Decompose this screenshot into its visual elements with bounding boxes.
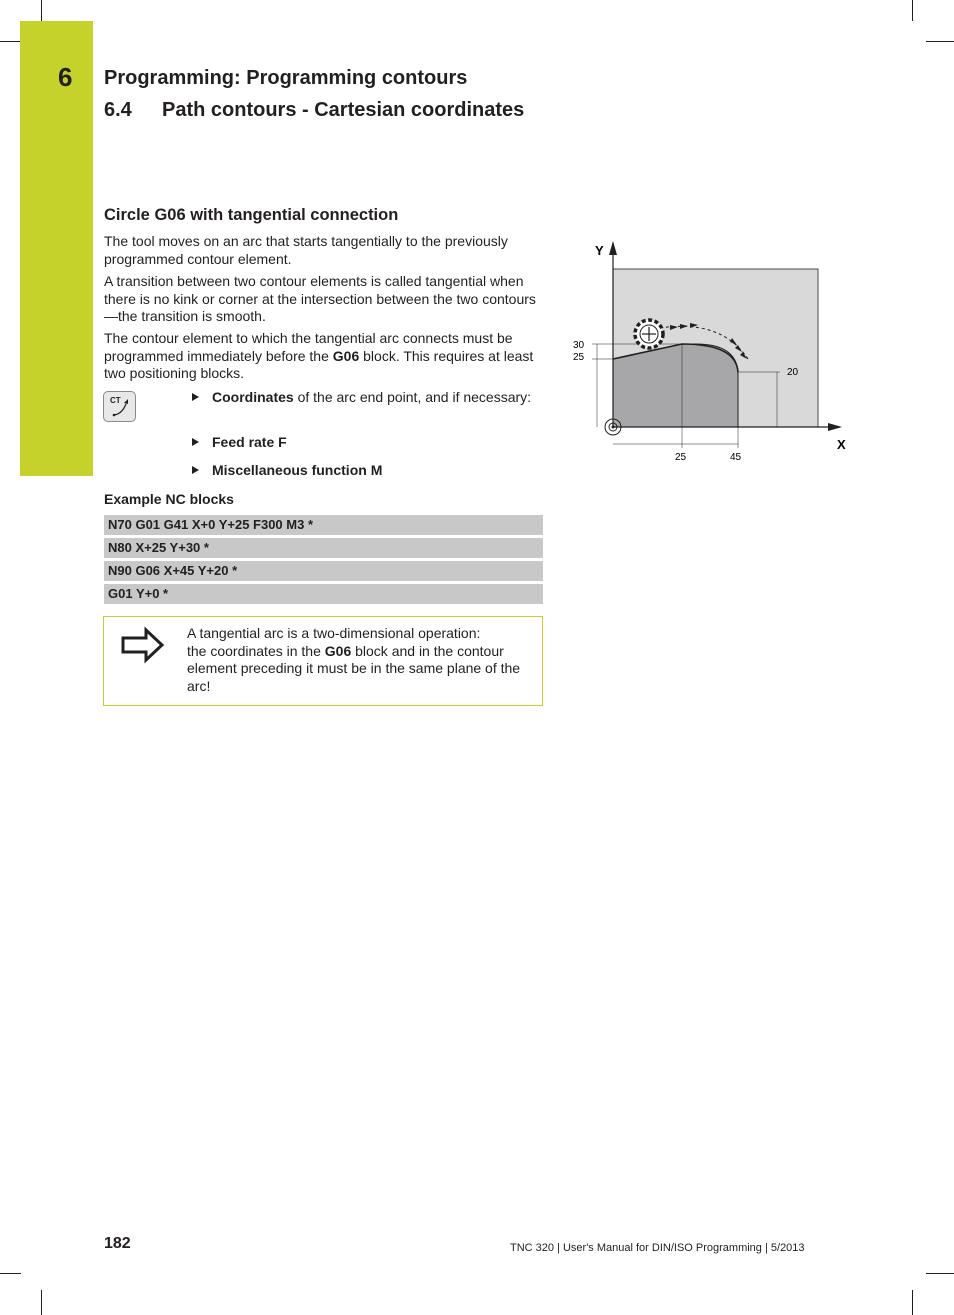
note-line: block and in the contour element preceding it must be in the same plane of the arc! — [187, 642, 521, 694]
workpiece — [613, 344, 738, 427]
ct-key-icon — [103, 391, 136, 422]
nc-block-row — [104, 561, 543, 581]
paragraph-bold: G06 — [332, 347, 360, 364]
footer-text: TNC 320 | User's Manual for DIN/ISO Programming | 5/2013 — [510, 1242, 805, 1254]
nc-block-text: N70 G01 G41 X+0 Y+25 F300 M3 * — [108, 517, 314, 532]
tangent-arc-icon — [104, 392, 135, 421]
y-axis-label: Y — [595, 243, 604, 258]
arrow-right-icon — [120, 627, 166, 663]
note-line: A tangential arc is a two-dimensional operation: — [187, 625, 481, 641]
dim-label: 45 — [730, 452, 742, 463]
dim-label: 20 — [787, 367, 799, 378]
nc-block-text: N90 G06 X+45 Y+20 * — [108, 563, 238, 578]
paragraph — [104, 330, 544, 383]
triangle-bullet-icon — [192, 438, 199, 446]
nc-block-row — [104, 515, 543, 535]
paragraph: A transition between two contour elements is called tangential when there is no kink or corner at the intersection between the two contours—the transition is smooth. — [104, 273, 536, 324]
ct-key-label: CT — [110, 396, 121, 405]
crop-mark — [0, 1273, 21, 1274]
paragraph-text: The contour element to which the tangential arc connects must be programmed immediately before the — [104, 330, 513, 364]
crop-mark — [912, 0, 913, 21]
page-number: 182 — [104, 1235, 131, 1252]
list-item-bold: Coordinates — [212, 389, 294, 405]
chapter-tab — [20, 21, 93, 476]
dim-label: 25 — [573, 352, 585, 363]
crop-mark — [926, 41, 954, 42]
paragraph: The tool moves on an arc that starts tangentially to the previously programmed contour element. — [104, 233, 508, 267]
crop-mark — [41, 1290, 42, 1315]
chapter-number: 6 — [58, 62, 73, 92]
note-line: the coordinates in the — [187, 642, 325, 659]
crop-mark — [926, 1273, 954, 1274]
chapter-title: Programming: Programming contours — [104, 67, 468, 89]
note-bold: G06 — [324, 642, 352, 659]
nc-block-row — [104, 584, 543, 604]
example-title: Example NC blocks — [104, 491, 234, 507]
nc-block-text: N80 X+25 Y+30 * — [108, 540, 209, 555]
dim-label: 30 — [573, 340, 585, 351]
section-title: Path contours - Cartesian coordinates — [162, 99, 525, 121]
triangle-bullet-icon — [192, 466, 199, 474]
section-heading — [104, 99, 524, 122]
milling-cutter-icon — [635, 320, 663, 348]
note-box — [103, 616, 543, 706]
nc-block-row — [104, 538, 543, 558]
page-title: Circle G06 with tangential connection — [104, 206, 399, 224]
list-item-bold: Feed rate F — [212, 434, 287, 450]
dim-label: 25 — [675, 452, 687, 463]
section-number: 6.4 — [104, 99, 132, 121]
x-axis-arrow-icon — [828, 423, 842, 431]
datum-center — [612, 426, 615, 429]
crop-mark — [0, 41, 21, 42]
note-text — [187, 625, 532, 695]
triangle-bullet-icon — [192, 393, 199, 401]
crop-mark — [41, 0, 42, 21]
tangential-arc-diagram — [570, 235, 860, 463]
list-item-rest: of the arc end point, and if necessary: — [293, 389, 532, 405]
list-item-text — [212, 389, 532, 407]
crop-mark — [912, 1290, 913, 1315]
x-axis-label: X — [837, 437, 846, 452]
nc-block-text: G01 Y+0 * — [108, 586, 169, 601]
paragraph-text: block. This requires at least two positioning blocks. — [104, 347, 534, 381]
list-item-bold: Miscellaneous function M — [212, 462, 383, 478]
y-axis-arrow-icon — [609, 241, 617, 255]
